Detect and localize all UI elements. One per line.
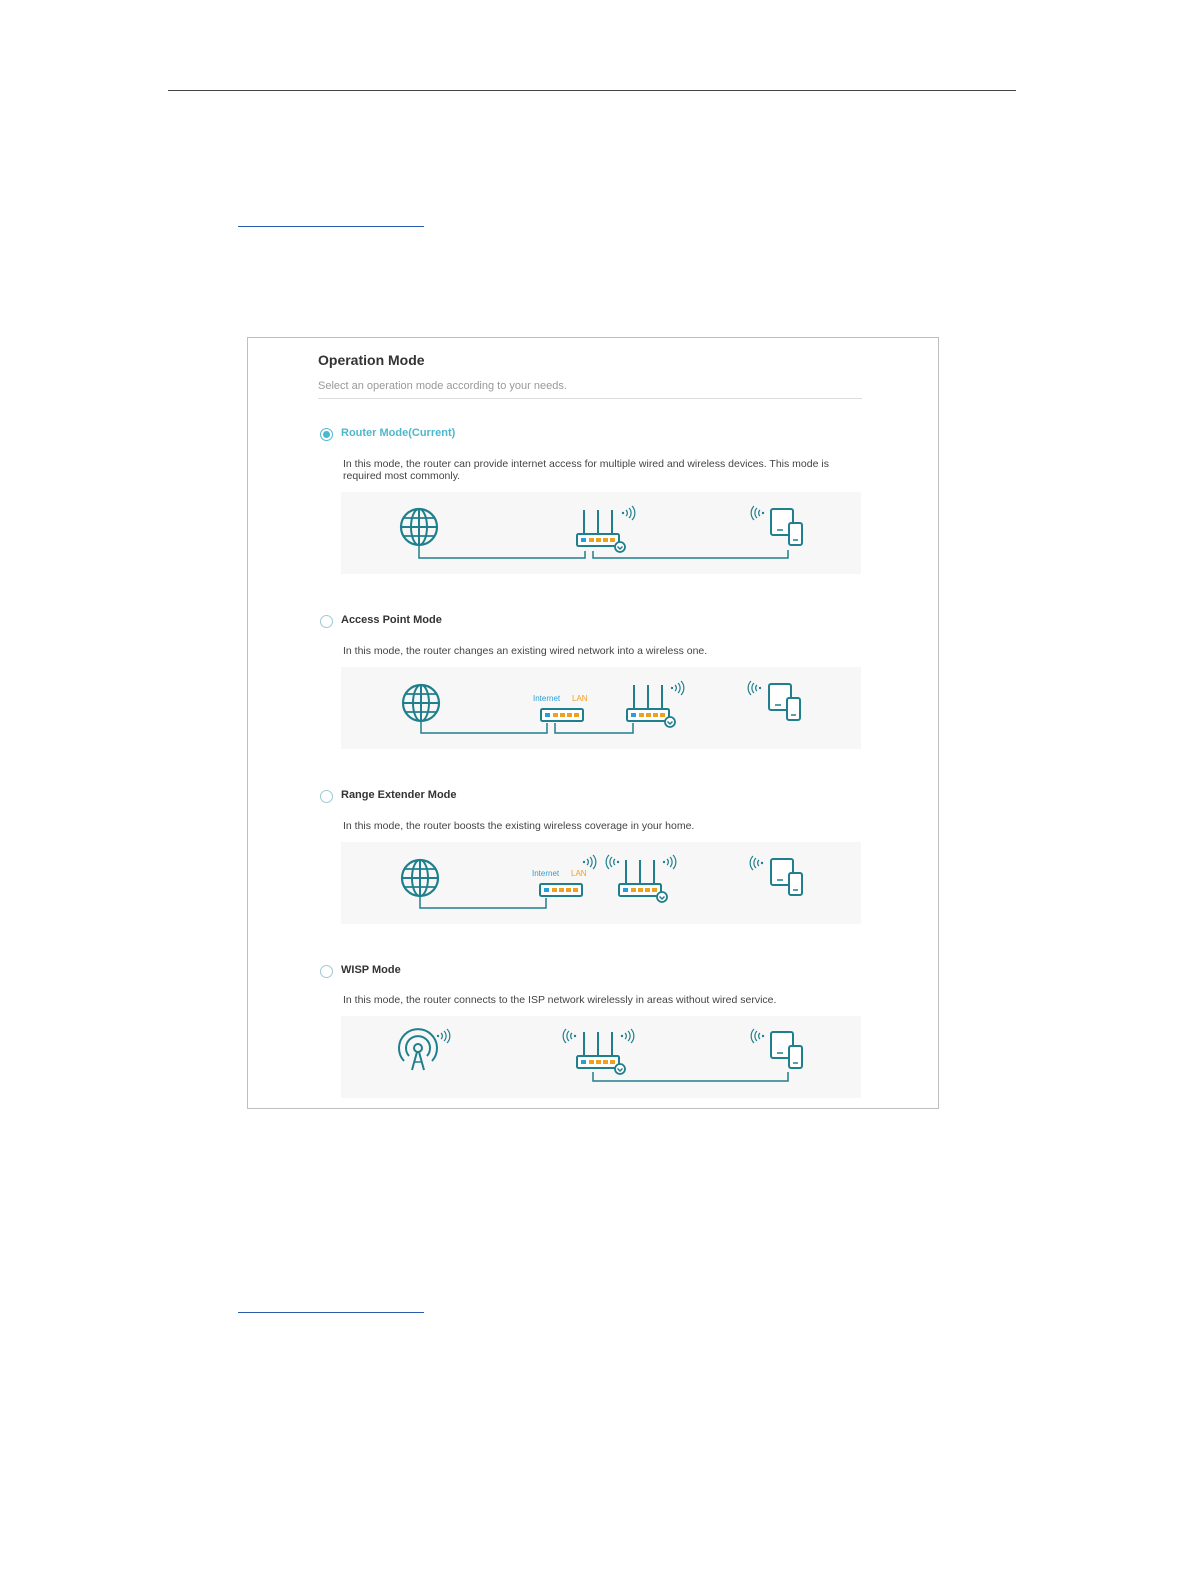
wifi-signal-icon xyxy=(621,1029,634,1043)
router-mode-description: In this mode, the router can provide internet access for multiple wired and wireless devices. This mode is required most commonly. xyxy=(343,458,829,482)
globe-icon xyxy=(401,509,437,545)
cell-tower-icon xyxy=(399,1029,437,1070)
router-icon xyxy=(577,1032,625,1074)
lan-tag: LAN xyxy=(572,694,588,703)
mode-router xyxy=(320,427,880,482)
radio-label-router-mode[interactable]: Router Mode(Current) xyxy=(341,427,456,439)
operation-mode-panel xyxy=(247,337,939,1109)
modem-icon xyxy=(540,884,582,896)
radio-range-extender-mode[interactable] xyxy=(320,789,880,807)
section-link-rule-bottom xyxy=(238,1312,424,1313)
devices-icon xyxy=(769,684,800,720)
access-point-mode-description: In this mode, the router changes an existing wired network into a wireless one. xyxy=(343,645,708,657)
wifi-signal-icon xyxy=(751,506,764,520)
devices-icon xyxy=(771,509,802,545)
internet-tag: Internet xyxy=(532,869,560,878)
radio-router-mode[interactable] xyxy=(320,427,880,445)
mode-wisp xyxy=(320,964,880,1006)
range-extender-mode-diagram xyxy=(341,842,861,924)
mode-range-extender xyxy=(320,789,880,878)
range-extender-mode-description: In this mode, the router boosts the existing wireless coverage in your home. xyxy=(343,820,695,832)
panel-divider xyxy=(318,398,862,399)
internet-tag: Internet xyxy=(533,694,561,703)
radio-button[interactable] xyxy=(320,615,333,628)
router-icon xyxy=(627,685,675,727)
access-point-mode-diagram xyxy=(341,667,861,749)
router-mode-diagram xyxy=(341,492,861,574)
mode-access-point xyxy=(320,614,880,703)
wifi-signal-icon xyxy=(751,1029,764,1043)
radio-button[interactable] xyxy=(320,790,333,803)
globe-icon xyxy=(403,685,439,721)
wifi-signal-icon xyxy=(750,856,763,870)
page-header-rule xyxy=(168,90,1016,91)
wifi-signal-icon xyxy=(437,1029,450,1043)
wifi-signal-icon xyxy=(622,506,635,520)
modem-icon xyxy=(541,709,583,721)
radio-label-wisp-mode[interactable]: WISP Mode xyxy=(341,964,401,976)
lan-tag: LAN xyxy=(571,869,587,878)
radio-button-checked[interactable] xyxy=(320,428,333,441)
wifi-signal-icon xyxy=(663,855,676,869)
panel-subtitle: Select an operation mode according to your needs. xyxy=(318,380,567,392)
wisp-mode-description: In this mode, the router connects to the ISP network wirelessly in areas without wired service. xyxy=(343,994,777,1006)
radio-label-range-extender-mode[interactable]: Range Extender Mode xyxy=(341,789,457,801)
radio-wisp-mode[interactable] xyxy=(320,964,880,982)
radio-access-point-mode[interactable] xyxy=(320,614,880,632)
wisp-mode-diagram xyxy=(341,1016,861,1098)
wifi-signal-icon xyxy=(671,681,684,695)
wifi-signal-icon xyxy=(606,855,619,869)
wifi-signal-icon xyxy=(748,681,761,695)
devices-icon xyxy=(771,859,802,895)
wifi-signal-icon xyxy=(583,855,596,869)
globe-icon xyxy=(402,860,438,896)
router-icon xyxy=(577,510,625,552)
wifi-signal-icon xyxy=(563,1029,576,1043)
section-link-rule-top xyxy=(238,226,424,227)
devices-icon xyxy=(771,1032,802,1068)
router-icon xyxy=(619,860,667,902)
radio-label-access-point-mode[interactable]: Access Point Mode xyxy=(341,614,442,626)
panel-title: Operation Mode xyxy=(318,352,425,368)
radio-button[interactable] xyxy=(320,965,333,978)
